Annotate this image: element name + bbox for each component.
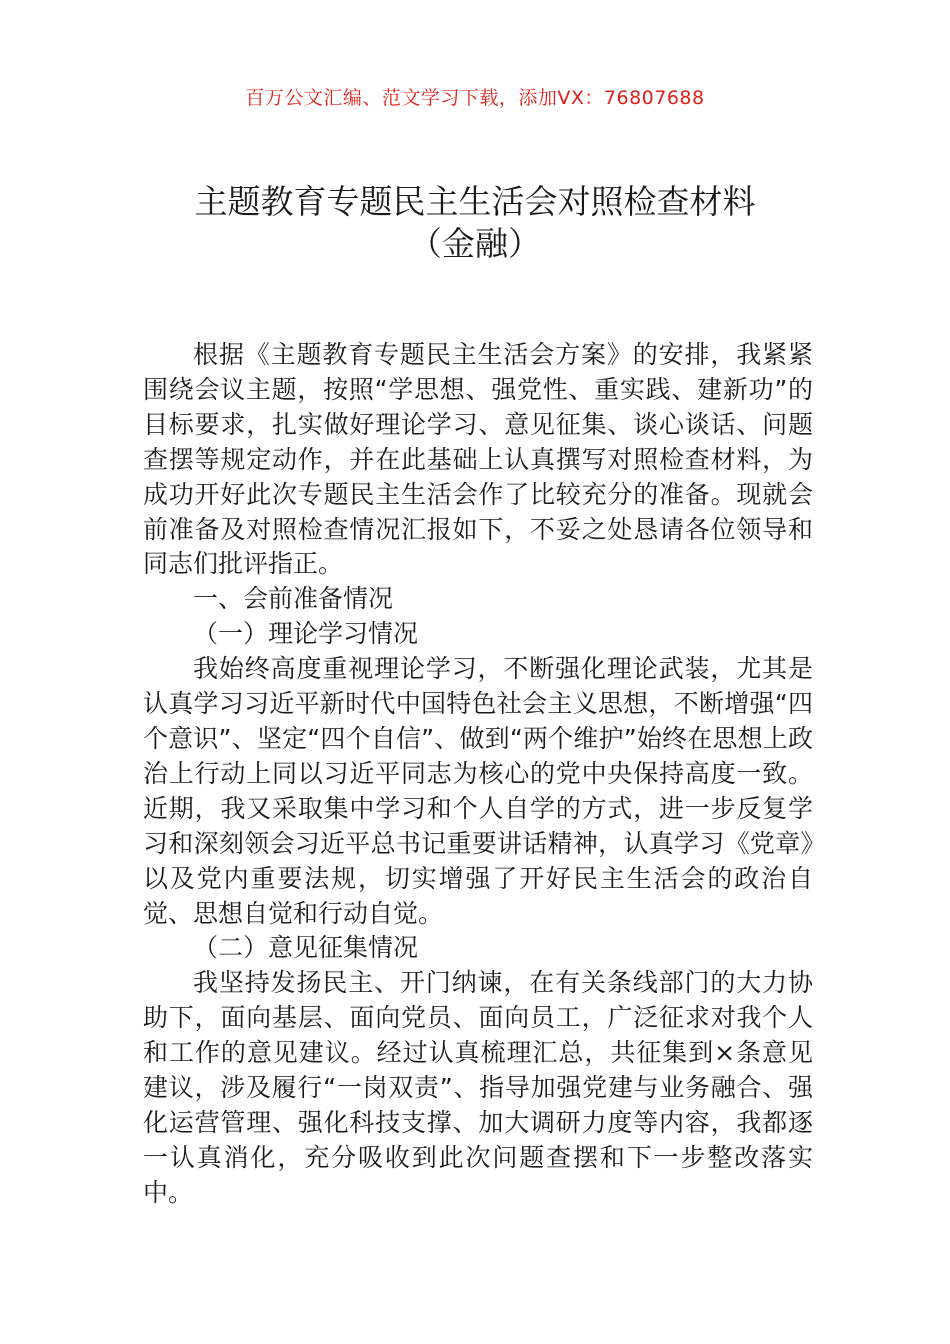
subsection-heading-2: （二）意见征集情况	[193, 933, 419, 963]
section-heading-1: 一、会前准备情况	[193, 584, 394, 614]
intro-paragraph: 根据《主题教育专题民主生活会方案》的安排，我紧紧围绕会议主题，按照“学思想、强党性、重实践、建新功”的目标要求，扎实做好理论学习、意见征集、谈心谈话、问题查摆等规定动作，并在此基础上认真撰写对照检查材料，为成功开好此次专题民主生活会作了比较充分的准备。现就会前准备及对照检查情况汇报如下，不妥之处恳请各位领导和同志们批评指正。	[143, 340, 813, 579]
document-body	[143, 338, 813, 1211]
theory-study-paragraph: 我始终高度重视理论学习，不断强化理论武装，尤其是认真学习习近平新时代中国特色社会主义思想，不断增强“四个意识”、坚定“四个自信”、做到“两个维护”始终在思想上政治上行动上同以习近平同志为核心的党中央保持高度一致。近期，我又采取集中学习和个人自学的方式，进一步反复学习和深刻领会习近平总书记重要讲话精神，认真学习《党章》以及党内重要法规，切实增强了开好民主生活会的政治自觉、思想自觉和行动自觉。	[143, 654, 813, 928]
subsection-heading-1: （一）理论学习情况	[193, 619, 419, 649]
document-title: 主题教育专题民主生活会对照检查材料	[194, 182, 756, 221]
promo-banner: 百万公文汇编、范文学习下载，添加VX：76807688	[245, 87, 705, 109]
document-subtitle: （金融）	[409, 224, 541, 263]
opinion-collection-paragraph: 我坚持发扬民主、开门纳谏，在有关条线部门的大力协助下，面向基层、面向党员、面向员工，广泛征求对我个人和工作的意见建议。经过认真梳理汇总，共征集到×条意见建议，涉及履行“一岗双责”、指导加强党建与业务融合、强化运营管理、强化科技支撑、加大调研力度等内容，我都逐一认真消化，充分吸收到此次问题查摆和下一步整改落实中。	[143, 968, 813, 1207]
